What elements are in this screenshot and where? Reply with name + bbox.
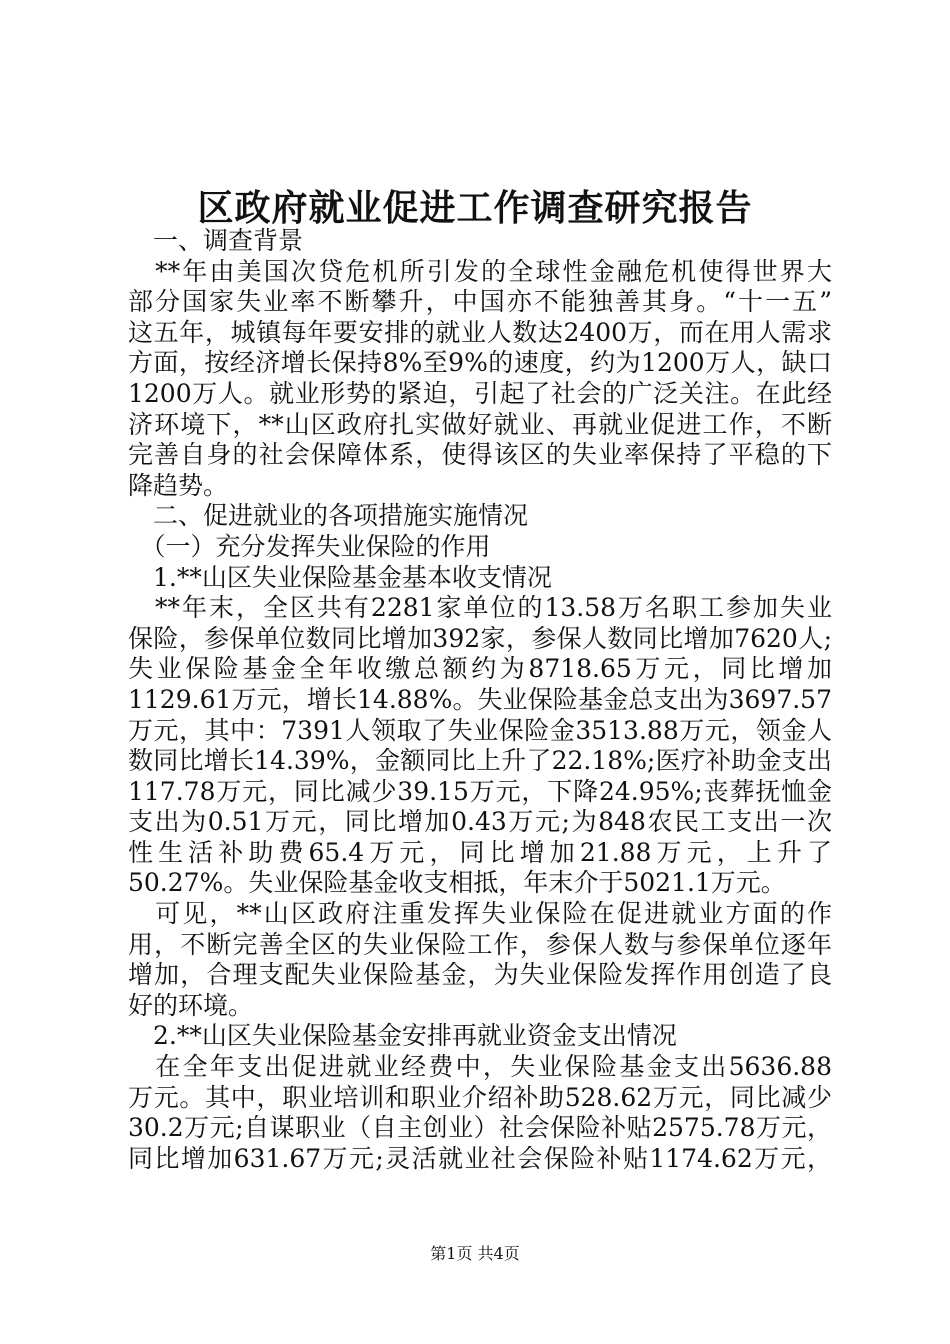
body-line: 在全年支出促进就业经费中，失业保险基金支出5636.88	[128, 1052, 832, 1082]
body-line: 数同比增长14.39%，金额同比上升了22.18%;医疗补助金支出	[128, 746, 832, 776]
body-line: 保险，参保单位数同比增加392家，参保人数同比增加7620人;	[128, 623, 832, 653]
body-line: 1200万人。就业形势的紧迫，引起了社会的广泛关注。在此经	[128, 378, 832, 408]
body-line: 济环境下，**山区政府扎实做好就业、再就业促进工作，不断	[128, 409, 832, 439]
body-line: 方面，按经济增长保持8%至9%的速度，约为1200万人，缺口	[128, 348, 832, 378]
body-line: 失业保险基金全年收缴总额约为8718.65万元，同比增加	[128, 654, 832, 684]
body-line: 117.78万元，同比减少39.15万元，下降24.95%;丧葬抚恤金	[128, 776, 832, 806]
body-line: 降趋势。	[128, 470, 229, 500]
body-line: 一、调查背景	[128, 226, 304, 255]
body-line: 万元。其中，职业培训和职业介绍补助528.62万元，同比减少	[128, 1082, 832, 1112]
body-line: 可见，**山区政府注重发挥失业保险在促进就业方面的作	[128, 899, 832, 929]
body-line: 这五年，城镇每年要安排的就业人数达2400万，而在用人需求	[128, 317, 832, 347]
page-footer: 第1页 共4页	[430, 1244, 520, 1263]
body-line: 1.**山区失业保险基金基本收支情况	[128, 562, 552, 592]
body-line: 50.27%。失业保险基金收支相抵，年末介于5021.1万元。	[128, 868, 786, 898]
body-line: 30.2万元;自谋职业（自主创业）社会保险补贴2575.78万元，	[128, 1113, 832, 1143]
body-line: 2.**山区失业保险基金安排再就业资金支出情况	[128, 1021, 677, 1051]
body-line: 万元，其中：7391人领取了失业保险金3513.88万元，领金人	[128, 715, 832, 745]
body-line: 支出为0.51万元，同比增加0.43万元;为848农民工支出一次	[128, 807, 832, 837]
body-line: 好的环境。	[128, 990, 254, 1020]
body-line: **年末，全区共有2281家单位的13.58万名职工参加失业	[128, 593, 832, 623]
body-line: 性生活补助费65.4万元，同比增加21.88万元，上升了	[128, 837, 832, 867]
body-line: 二、促进就业的各项措施实施情况	[128, 501, 529, 531]
document-body	[128, 226, 832, 1174]
body-line: （一）充分发挥失业保险的作用	[128, 531, 491, 561]
body-line: 用，不断完善全区的失业保险工作，参保人数与参保单位逐年	[128, 929, 832, 959]
body-line: 完善自身的社会保障体系，使得该区的失业率保持了平稳的下	[128, 440, 832, 470]
body-line: 增加，合理支配失业保险基金，为失业保险发挥作用创造了良	[128, 960, 832, 990]
body-line: 同比增加631.67万元;灵活就业社会保险补贴1174.62万元，	[128, 1143, 832, 1173]
document-title: 区政府就业促进工作调查研究报告	[197, 187, 753, 229]
body-line: 部分国家失业率不断攀升，中国亦不能独善其身。“十一五”	[128, 287, 832, 317]
body-line: 1129.61万元，增长14.88%。失业保险基金总支出为3697.57	[128, 684, 832, 714]
body-line: **年由美国次贷危机所引发的全球性金融危机使得世界大	[128, 256, 832, 286]
